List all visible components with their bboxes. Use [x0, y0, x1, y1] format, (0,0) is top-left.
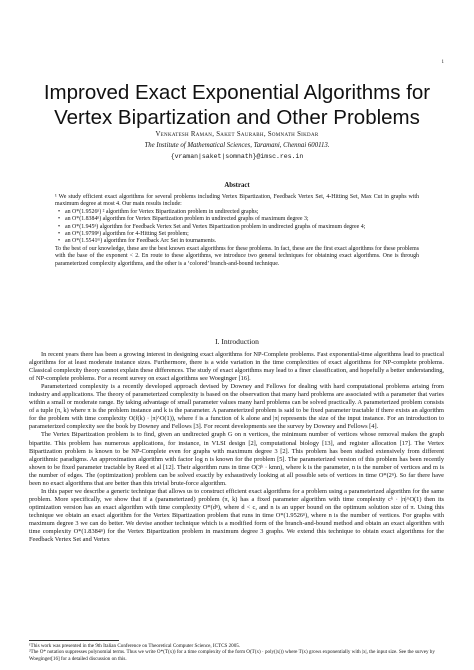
author-emails: {vraman|saket|somnath}@imsc.res.in [170, 153, 304, 160]
list-item: • an O*(1.945ⁿ) algorithm for Feedback Vertex Set and Vertex Bipartization problem in undirected graphs of maximum degree 4; [65, 224, 419, 231]
results-list [55, 209, 419, 246]
abstract-heading: Abstract [224, 182, 250, 189]
paragraph: In recent years there has been a growing interest in designing exact algorithms for NP-Complete problems. Fast exponential-time algorithms lead to practical algorithms for at least moderate instance sizes. Furthermore, there is a wide variation in the time complexities of exact algorithms for NP-complete problems. Classical complexity theory cannot explain these differences. The study of exact algorithms may lead to a finer classification, and hopefully a better understanding, of NP-complete problems. For a recent survey on exact algorithms see Woeginger [16]. [29, 351, 444, 383]
list-item: • an O*(1.8384ⁿ) algorithm for Vertex Bipartization problem in undirected graphs of maximum degree 3; [65, 216, 419, 223]
section-heading: I. Introduction [215, 337, 259, 346]
paragraph: The Vertex Bipartization problem is to find, given an undirected graph G on n vertices, the minimum number of vertices whose removal makes the graph bipartite. This problem has numerous applications, for instance, in VLSI design [2], computational biology [13], and register allocation [17]. The Vertex Bipartization problem is known to be NP-Complete even for graphs with maximum degree 3 [2]. This problem has been studied extensively from different algorithmic paradigms. An approximation algorithm with factor log n is known for the problem [5]. The parameterized version of this problem has been recently shown to be fixed parameter tractable by Reed et al [12]. Their algorithm runs in time O(3ᵏ · kmn), where k is the parameter, n is the number of vertices and m is the number of edges. The (optimization) problem can be solved exactly by exhaustively looking at all possible sets of vertices in time O*(2ⁿ). So far there have been no exact algorithms that are better than this trivial brute-force algorithm. [29, 431, 444, 487]
abstract-intro: ¹ We study efficient exact algorithms for several problems including Vertex Bipartization, Feedback Vertex Set, 4-Hitting Set, Max Cut in graphs with maximum degree at most 4. Our main results include: [55, 194, 419, 208]
list-item: • an O*(1.5541ᵐ) algorithm for Feedback Arc Set in tournaments. [65, 238, 419, 245]
footnote: ²The O* notation suppresses polynomial terms. Thus we write O*(T(x)) for a time complexity of the form O(T(x) · poly(|x|)) where T(x) grows exponentially with |x|, the input size. See the survey by Woeginger[16] for a detailed discussion on this. [29, 649, 435, 662]
abstract [55, 194, 419, 268]
title-line-2: Vertex Bipartization and Other Problems [54, 106, 420, 129]
affiliation: The Institute of Mathematical Sciences, Taramani, Chennai 600113. [144, 142, 330, 149]
abstract-closing: To the best of our knowledge, these are the best known exact algorithms for these problems. In fact, these are the first exact algorithms for these problems with the base of the exponent < 2. En route to these algorithms, we introduce two general techniques for obtaining exact algorithms. One is through parameterized complexity algorithms, and the other is a ‘colored’ branch-and-bound technique. [55, 245, 419, 267]
footnote: ¹This work was presented in the 9th Italian Conference on Theoretical Computer Science, ICTCS 2005. [29, 643, 241, 649]
footnotes [29, 643, 444, 662]
paper-title [40, 80, 434, 130]
page-number: 1 [441, 60, 444, 65]
paragraph: In this paper we describe a generic technique that allows us to construct efficient exact algorithms for a problem using a parameterized algorithm for the same problem. More specifically, we show that if a (parameterized) problem (π, k) has a fixed parameter algorithm with time complexity cᵏ · |π|^O(1) then its optimization version has an exact algorithm with time complexity O*(dⁿ), where d < c, and n is an upper bound on the optimum solution size of π. Using this technique we obtain an exact algorithm for the Vertex Bipartization problem that runs in time O*(1.9526ⁿ), where n is the number of vertices. For graphs with maximum degree 3 we can do better. We devise another technique which is a modified form of the branch-and-bound method and obtain an exact algorithm with time complexity O*(1.8384ⁿ) for the Vertex Bipartization problem in maximum degree 3 graphs. We extend this technique to obtain exact algorithms for the Feedback Vertex Set and Vertex [29, 487, 444, 544]
body-text [29, 351, 444, 544]
list-item: • an O*(1.9526ⁿ) ² algorithm for Vertex Bipartization problem in undirected graphs; [65, 209, 419, 216]
footnote-rule [29, 640, 119, 641]
list-item: • an O*(1.9799ⁿ) algorithm for 4-Hitting Set problem; [65, 231, 419, 238]
title-line-1: Improved Exact Exponential Algorithms for [43, 81, 431, 104]
authors: Venkatesh Raman, Saket Saurabh, Somnath Sikdar [155, 131, 319, 138]
paragraph: Parameterized complexity is a recently developed approach devised by Downey and Fellows for dealing with hard computational problems arising from industry and applications. The theory of parameterized complexity is based on the observation that many hard problems are associated with a parameter that varies within a small or moderate range. By taking advantage of small parameter values many hard problems can be solved practically. A parameterized problem consists of a tuple (π, k) where π is the problem instance and k is the parameter. A parameterized problem is said to be fixed parameter tractable if there exists an algorithm for the problem with time complexity O(f(k) · |π|^O(1)), where f is a function of k alone and |π| represents the size of the input instance. For an introduction to parameterized complexity see the book by Downey and Fellows [3]. For recent developments see the survey by Downey and Fellows [4]. [29, 383, 444, 431]
